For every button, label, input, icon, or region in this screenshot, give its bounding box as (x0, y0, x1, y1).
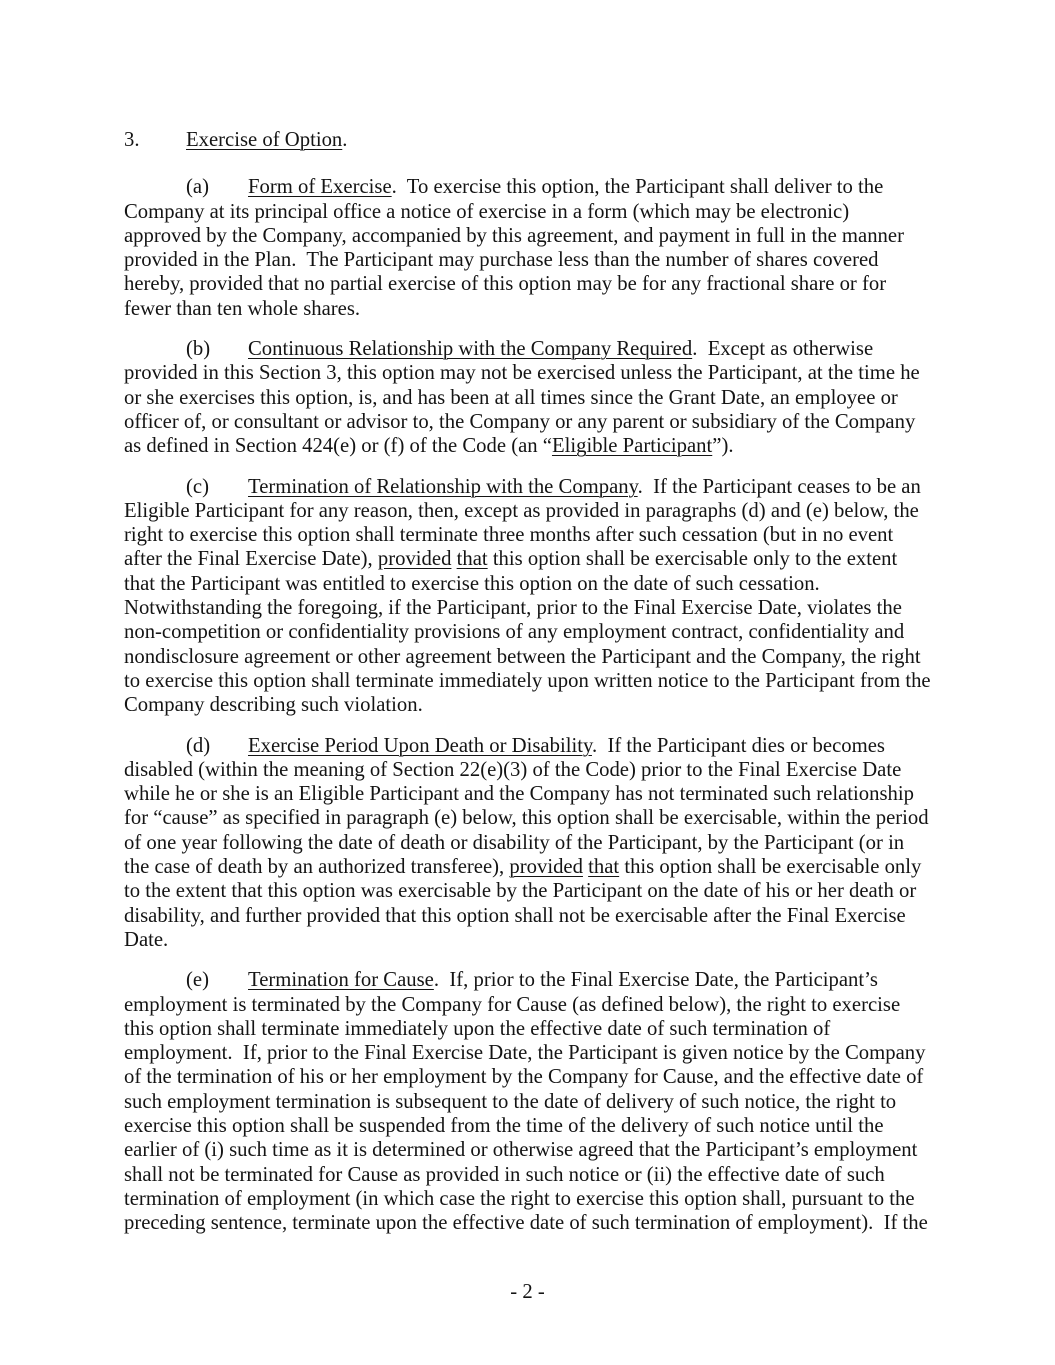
underlined-text: Exercise Period Upon Death or Disability (248, 734, 592, 757)
paragraph-label: (c) (186, 475, 209, 498)
page-number: - 2 - (510, 1281, 545, 1303)
underlined-text: Eligible Participant (551, 435, 713, 458)
underlined-text: Termination for Cause (248, 969, 434, 992)
underlined-text: provided (509, 856, 583, 879)
underlined-text: Continuous Relationship with the Company Required (248, 338, 693, 361)
body-text: . Except as otherwise provided in this Section 3, this option may not be exercised unless the Participant, at the time he or she exercises this option, is, and has been at all times since the Grant Date, an employee or officer of, or consultant or advisor to, the Company or any parent or subsidiary of the Company as defined in Section 424(e) or (f) of the Code (an “ (124, 338, 925, 458)
paragraphs (124, 175, 936, 1235)
paragraph-a (124, 175, 931, 321)
section-heading (124, 128, 931, 152)
section-number: 3. (124, 129, 140, 151)
underlined-text: that (456, 548, 488, 571)
underlined-text: Form of Exercise (248, 176, 392, 199)
underlined-text: that (588, 856, 620, 879)
paragraph-b (124, 337, 931, 458)
paragraph-e (124, 968, 931, 1235)
body-text: ”). (712, 435, 734, 458)
body-text: this option shall be exercisable only to the extent that the Participant was entitled to exercise this option on the date of such cessation. Notwithstanding the foregoing, if the Participant, prior to the Final Exercise Date, violates the non-competition or confidentiality provisions of any employment contract, confidentiality and nondisclosure agreement or other agreement between the Participant and the Company, the right to exercise this option shall terminate immediately upon written notice to the Participant from the Company describing such violation. (124, 548, 936, 717)
paragraph-label: (e) (186, 969, 209, 992)
body-text: . If the Participant dies or becomes disabled (within the meaning of Section 22(e)(3) of the Code) prior to the Final Exercise Date while he or she is an Eligible Participant and the Company has not terminated such relationship for “cause” as specified in paragraph (e) below, this option shall be exercisable, within the period of one year following the date of death or disability of the Participant, by the Participant (or in the case of death by an authorized transferee), (124, 734, 934, 879)
paragraph-label: (a) (186, 176, 209, 199)
paragraph-c (124, 475, 936, 718)
page-footer (0, 1280, 1055, 1304)
underlined-text: Termination of Relationship with the Company (248, 475, 638, 498)
underlined-text: provided (377, 548, 452, 571)
body-text: . If the Participant ceases to be an Eligible Participant for any reason, then, except as provided in paragraphs (d) and (e) below, the right to exercise this option shall terminate three months after such cessation (but in no event after the Final Exercise Date), (124, 475, 927, 571)
paragraph-label: (d) (186, 734, 211, 757)
section-title-suffix: . (342, 129, 348, 151)
paragraph-d (124, 734, 934, 953)
body-text: . If, prior to the Final Exercise Date, the Participant’s employment is terminated by the Company for Cause (as defined below), the right to exercise this option shall terminate immediately upon the effective date of such termination of employment. If, prior to the Final Exercise Date, the Participant is given notice by the Company of the termination of his or her employment by the Company for Cause, and the effective date of such employment termination is subsequent to the date of delivery of such notice, the right to exercise this option shall be suspended from the time of the delivery of such notice until the earlier of (i) such time as it is determined or otherwise agreed that the Participant’s employment shall not be terminated for Cause as provided in such notice or (ii) the effective date of such termination of employment (in which case the right to exercise this option shall, pursuant to the preceding sentence, terminate upon the effective date of such termination of employment). If the (124, 969, 931, 1235)
paragraph-label: (b) (186, 338, 211, 361)
document-body (124, 128, 936, 1235)
body-text: . To exercise this option, the Participant shall deliver to the Company at its principal office a notice of exercise in a form (which may be electronic) approved by the Company, accompanied by this agreement, and payment in full in the manner provided in the Plan. The Participant may purchase less than the number of shares covered hereby, provided that no partial exercise of this option may be for any fractional share or for fewer than ten whole shares. (124, 176, 910, 320)
body-text: this option shall be exercisable only to the extent that this option was exercisable by the Participant on the date of his or her death or disability, and further provided that this option shall not be exercisable after the Final Exercise Date. (124, 856, 927, 951)
section-title: Exercise of Option (186, 129, 343, 151)
